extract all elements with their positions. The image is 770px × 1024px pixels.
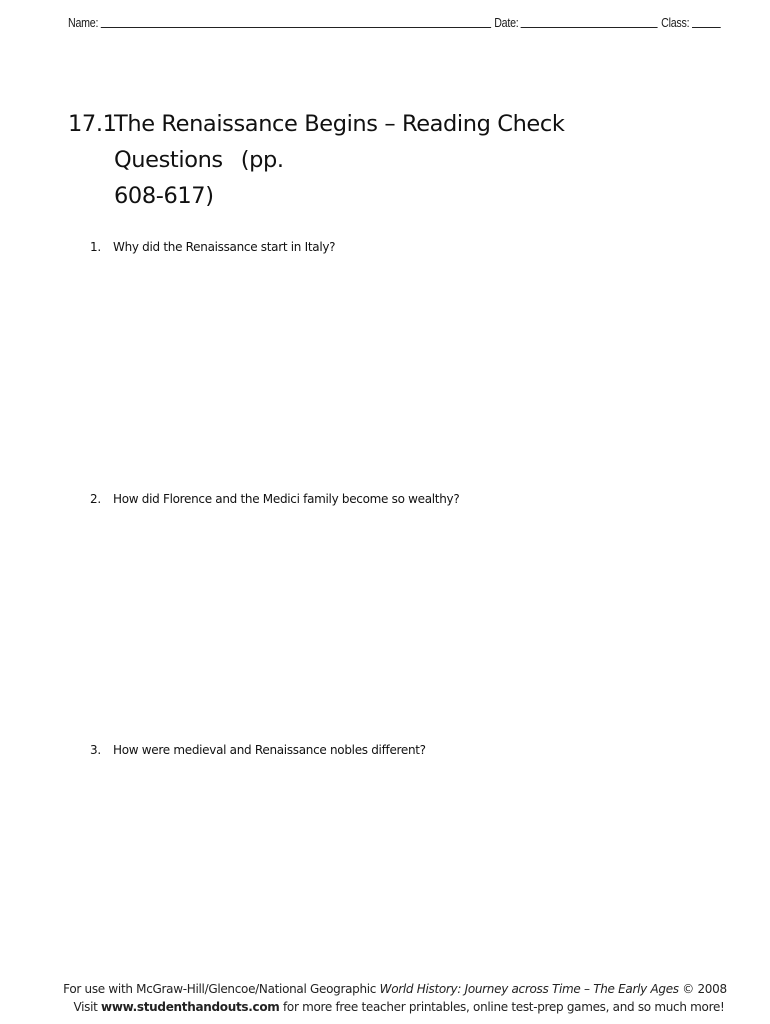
question-item [90,240,335,254]
footer-visit [0,998,770,1016]
footer-copyright: © 2008 [678,982,727,996]
footer-visit-prefix: Visit [73,1000,102,1014]
title-pages: (pp. [240,147,284,173]
footer [0,980,770,1016]
title-text [114,106,728,178]
date-label: Date: [494,15,519,30]
section-number: 17.1 [68,111,117,137]
question-number: 3. [90,743,101,757]
question-number: 2. [90,492,101,506]
name-label: Name: [68,15,99,30]
footer-visit-suffix: for more free teacher printables, online test-prep games, and so much more! [279,1000,725,1014]
class-field[interactable] [692,13,721,28]
question-text: How were medieval and Renaissance nobles different? [113,743,426,757]
name-field[interactable] [101,13,491,28]
title-main: The Renaissance Begins – Reading Check Questions [114,111,565,173]
footer-credit [0,980,770,998]
question-item [90,492,459,506]
header-fields [68,10,724,30]
footer-site-link[interactable]: www.studenthandouts.com [101,1000,280,1014]
question-text: How did Florence and the Medici family become so wealthy? [113,492,460,506]
footer-book-title: World History: Journey across Time – The Early Ages [379,982,679,996]
page-title [68,106,728,214]
question-text: Why did the Renaissance start in Italy? [113,240,336,254]
date-field[interactable] [521,13,658,28]
question-number: 1. [90,240,101,254]
class-label: Class: [661,15,690,30]
title-pages-continued: 608-617) [114,183,214,209]
footer-credit-prefix: For use with McGraw-Hill/Glencoe/National Geographic [63,982,380,996]
question-item [90,743,426,757]
